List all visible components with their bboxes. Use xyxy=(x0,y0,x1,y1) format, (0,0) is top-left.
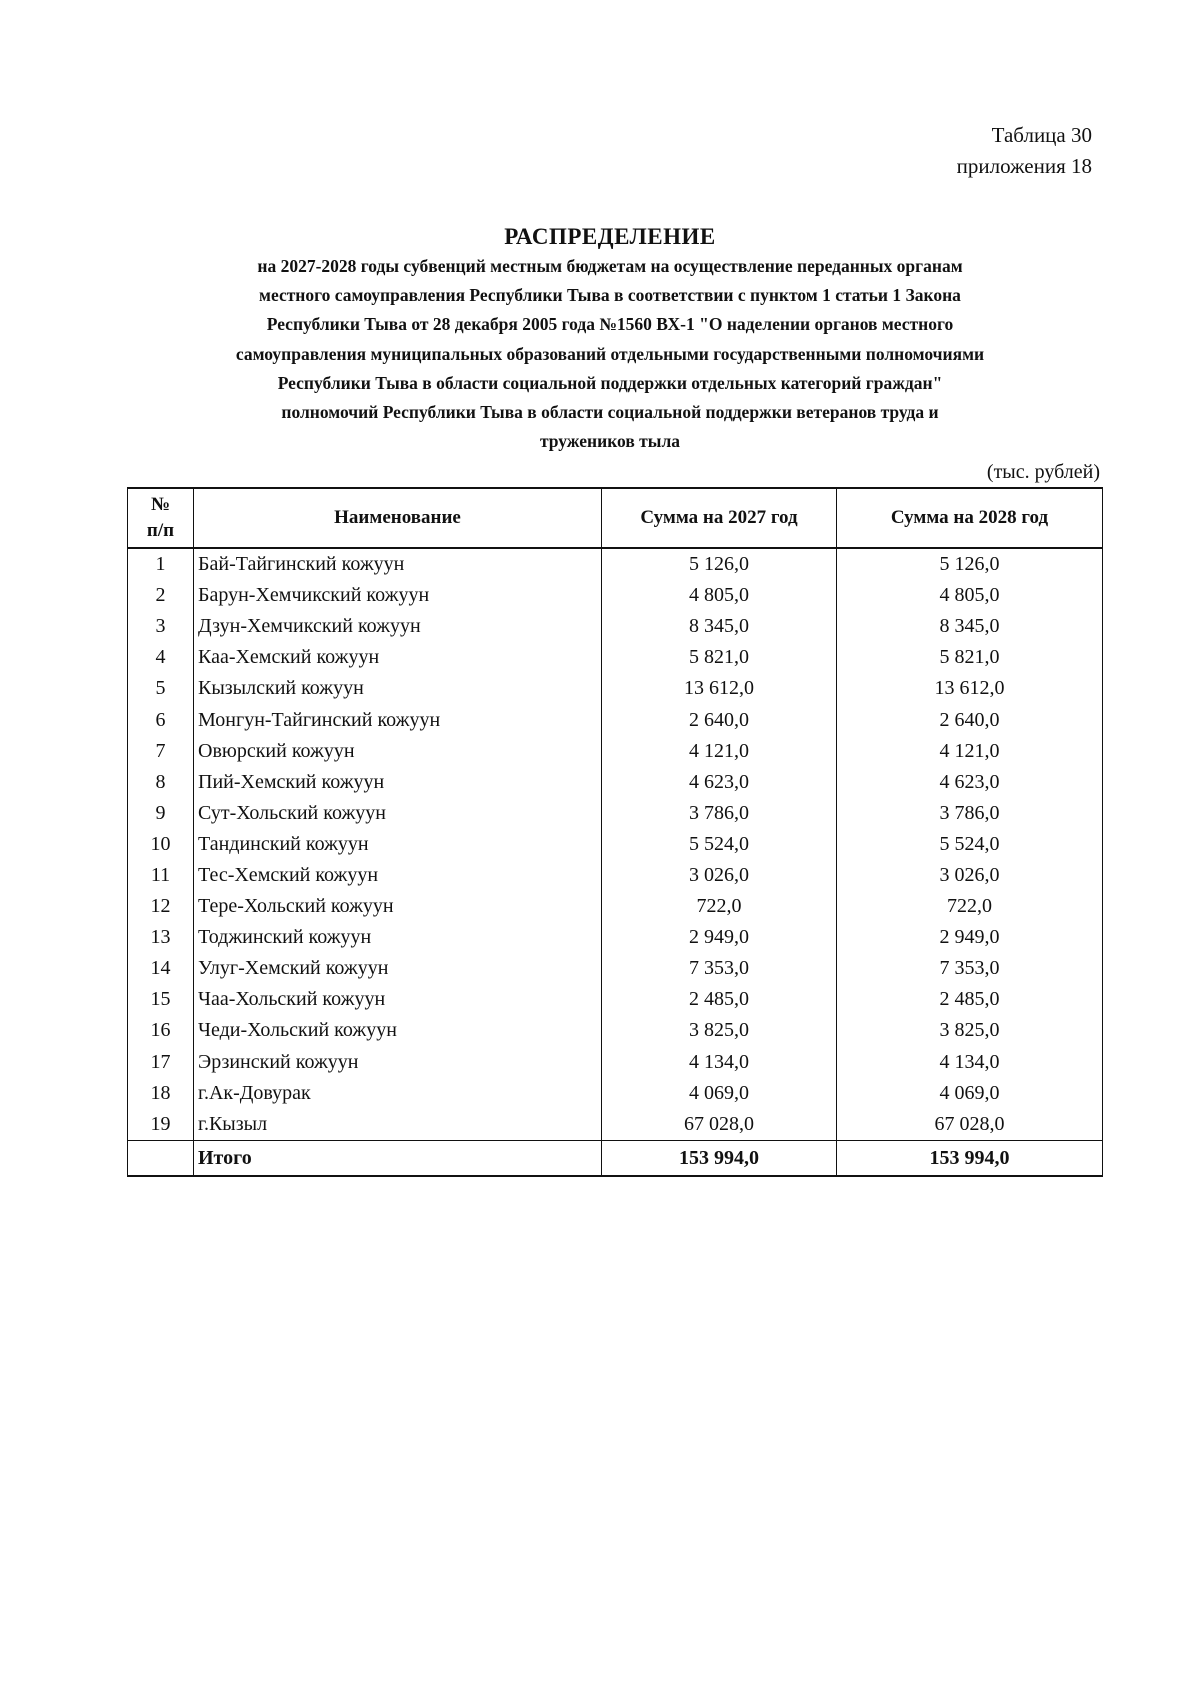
row-num: 1 xyxy=(128,548,194,580)
row-name: Каа-Хемский кожуун xyxy=(194,642,602,673)
units-note: (тыс. рублей) xyxy=(986,461,1100,483)
table-row xyxy=(128,1015,1103,1046)
subtitle-line: Республики Тыва в области социальной поддержки отдельных категорий граждан" xyxy=(277,372,943,393)
subtitle-line: местного самоуправления Республики Тыва в соответствии с пунктом 1 статьи 1 Закона xyxy=(259,285,961,306)
row-sum-2027: 5 524,0 xyxy=(602,829,837,860)
row-name: Тес-Хемский кожуун xyxy=(194,860,602,891)
row-sum-2028: 5 524,0 xyxy=(837,829,1103,860)
total-sum-2027: 153 994,0 xyxy=(602,1140,837,1176)
table-number: Таблица 30 xyxy=(991,123,1092,147)
row-num: 11 xyxy=(128,860,194,891)
row-name: Тандинский кожуун xyxy=(194,829,602,860)
table-row xyxy=(128,984,1103,1015)
total-sum-2028: 153 994,0 xyxy=(837,1140,1103,1176)
header-name: Наименование xyxy=(194,488,602,548)
row-num: 19 xyxy=(128,1109,194,1141)
table-row xyxy=(128,580,1103,611)
row-num: 3 xyxy=(128,611,194,642)
total-label: Итого xyxy=(194,1140,602,1176)
row-name: Эрзинский кожуун xyxy=(194,1047,602,1078)
row-num: 9 xyxy=(128,798,194,829)
distribution-table xyxy=(127,487,1103,1177)
row-sum-2027: 4 121,0 xyxy=(602,736,837,767)
row-sum-2028: 4 121,0 xyxy=(837,736,1103,767)
document-title: РАСПРЕДЕЛЕНИЕ xyxy=(504,224,716,249)
subtitle-line: полномочий Республики Тыва в области социальной поддержки ветеранов труда и xyxy=(281,402,939,423)
table-row xyxy=(128,1047,1103,1078)
row-sum-2028: 3 026,0 xyxy=(837,860,1103,891)
row-sum-2027: 4 805,0 xyxy=(602,580,837,611)
row-sum-2027: 3 786,0 xyxy=(602,798,837,829)
total-num-cell xyxy=(128,1140,194,1176)
row-sum-2027: 2 640,0 xyxy=(602,704,837,735)
row-name: Дзун-Хемчикский кожуун xyxy=(194,611,602,642)
row-name: г.Кызыл xyxy=(194,1109,602,1141)
table-row xyxy=(128,673,1103,704)
row-sum-2027: 4 623,0 xyxy=(602,767,837,798)
row-name: Бай-Тайгинский кожуун xyxy=(194,548,602,580)
table-row xyxy=(128,860,1103,891)
subtitle-line: на 2027-2028 годы субвенций местным бюджетам на осуществление переданных органам xyxy=(257,256,963,276)
total-row xyxy=(128,1140,1103,1176)
row-name: Чаа-Хольский кожуун xyxy=(194,984,602,1015)
header-sum-2027: Сумма на 2027 год xyxy=(602,488,837,548)
table-row xyxy=(128,953,1103,984)
table-row xyxy=(128,704,1103,735)
row-sum-2028: 67 028,0 xyxy=(837,1109,1103,1141)
row-name: Улуг-Хемский кожуун xyxy=(194,953,602,984)
row-sum-2027: 8 345,0 xyxy=(602,611,837,642)
row-sum-2027: 3 825,0 xyxy=(602,1015,837,1046)
row-name: г.Ак-Довурак xyxy=(194,1078,602,1109)
table-row xyxy=(128,829,1103,860)
row-sum-2027: 2 949,0 xyxy=(602,922,837,953)
row-num: 2 xyxy=(128,580,194,611)
row-sum-2027: 5 126,0 xyxy=(602,548,837,580)
table-row xyxy=(128,891,1103,922)
row-sum-2027: 3 026,0 xyxy=(602,860,837,891)
subtitle-line: Республики Тыва от 28 декабря 2005 года №1560 ВХ-1 "О наделении органов местного xyxy=(266,314,954,335)
row-sum-2028: 4 134,0 xyxy=(837,1047,1103,1078)
row-sum-2027: 4 134,0 xyxy=(602,1047,837,1078)
table-row xyxy=(128,767,1103,798)
row-sum-2028: 5 126,0 xyxy=(837,548,1103,580)
row-num: 6 xyxy=(128,704,194,735)
row-sum-2027: 4 069,0 xyxy=(602,1078,837,1109)
row-sum-2028: 4 069,0 xyxy=(837,1078,1103,1109)
table-row xyxy=(128,642,1103,673)
table-row xyxy=(128,798,1103,829)
row-sum-2028: 2 949,0 xyxy=(837,922,1103,953)
row-num: 15 xyxy=(128,984,194,1015)
row-sum-2027: 5 821,0 xyxy=(602,642,837,673)
table-reference xyxy=(957,120,1092,182)
table-row xyxy=(128,736,1103,767)
document-heading xyxy=(120,222,1100,456)
row-sum-2028: 4 623,0 xyxy=(837,767,1103,798)
table-row xyxy=(128,1109,1103,1141)
table-row xyxy=(128,1078,1103,1109)
header-sum-2028: Сумма на 2028 год xyxy=(837,488,1103,548)
row-sum-2028: 2 640,0 xyxy=(837,704,1103,735)
table-row xyxy=(128,548,1103,580)
row-num: 4 xyxy=(128,642,194,673)
row-sum-2027: 67 028,0 xyxy=(602,1109,837,1141)
row-sum-2028: 8 345,0 xyxy=(837,611,1103,642)
header-num: № п/п xyxy=(128,488,194,548)
row-name: Тоджинский кожуун xyxy=(194,922,602,953)
table-row xyxy=(128,922,1103,953)
row-name: Монгун-Тайгинский кожуун xyxy=(194,704,602,735)
document-subtitle xyxy=(130,252,1090,456)
row-sum-2027: 7 353,0 xyxy=(602,953,837,984)
row-sum-2028: 3 825,0 xyxy=(837,1015,1103,1046)
row-num: 18 xyxy=(128,1078,194,1109)
row-sum-2028: 722,0 xyxy=(837,891,1103,922)
row-num: 10 xyxy=(128,829,194,860)
row-sum-2028: 4 805,0 xyxy=(837,580,1103,611)
row-name: Кызылский кожуун xyxy=(194,673,602,704)
row-sum-2027: 2 485,0 xyxy=(602,984,837,1015)
row-sum-2028: 3 786,0 xyxy=(837,798,1103,829)
subtitle-line: самоуправления муниципальных образований отдельными государственными полномочиями xyxy=(235,343,985,364)
row-sum-2028: 7 353,0 xyxy=(837,953,1103,984)
row-name: Барун-Хемчикский кожуун xyxy=(194,580,602,611)
row-name: Сут-Хольский кожуун xyxy=(194,798,602,829)
row-num: 7 xyxy=(128,736,194,767)
row-num: 12 xyxy=(128,891,194,922)
row-name: Тере-Хольский кожуун xyxy=(194,891,602,922)
row-name: Чеди-Хольский кожуун xyxy=(194,1015,602,1046)
row-name: Пий-Хемский кожуун xyxy=(194,767,602,798)
row-name: Овюрский кожуун xyxy=(194,736,602,767)
row-num: 16 xyxy=(128,1015,194,1046)
row-num: 13 xyxy=(128,922,194,953)
table-header-row xyxy=(128,488,1103,548)
row-num: 17 xyxy=(128,1047,194,1078)
row-sum-2027: 722,0 xyxy=(602,891,837,922)
row-sum-2028: 5 821,0 xyxy=(837,642,1103,673)
appendix-number: приложения 18 xyxy=(956,154,1092,178)
row-sum-2027: 13 612,0 xyxy=(602,673,837,704)
table-row xyxy=(128,611,1103,642)
subtitle-line: тружеников тыла xyxy=(539,431,681,452)
row-num: 8 xyxy=(128,767,194,798)
row-sum-2028: 13 612,0 xyxy=(837,673,1103,704)
row-sum-2028: 2 485,0 xyxy=(837,984,1103,1015)
row-num: 5 xyxy=(128,673,194,704)
row-num: 14 xyxy=(128,953,194,984)
